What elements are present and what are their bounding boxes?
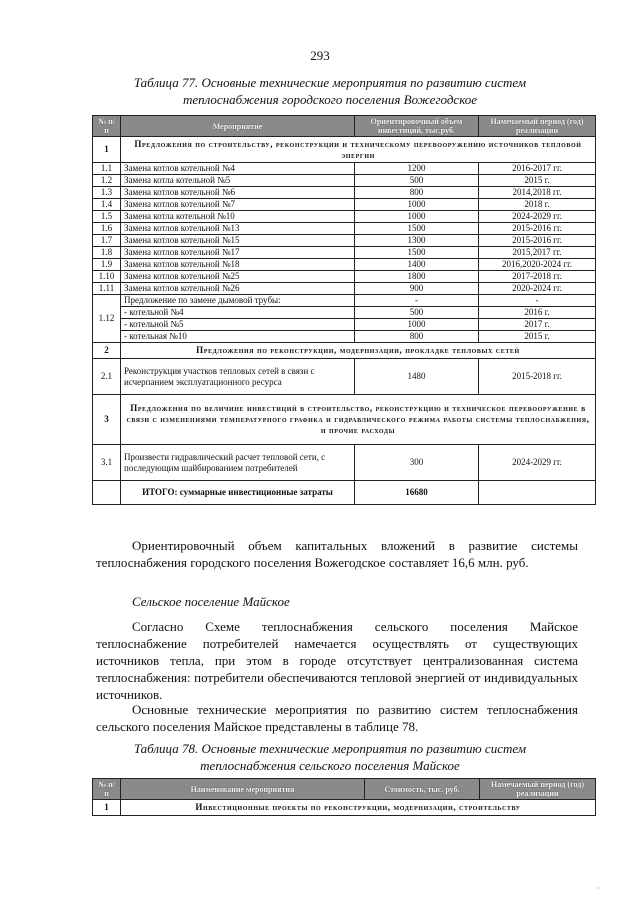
row-number: 1.6: [93, 223, 121, 235]
row-measure: Замена котлов котельной №25: [121, 271, 355, 283]
table78-header-measure: Наименование мероприятия: [121, 779, 365, 800]
row-number: 1.3: [93, 187, 121, 199]
table-row: [93, 175, 596, 187]
row-period: 2020-2024 гг.: [479, 283, 596, 295]
total-value: 16680: [355, 481, 479, 505]
row-cost: 1300: [355, 235, 479, 247]
row-number: 1.8: [93, 247, 121, 259]
subheading-maiskoe: Сельское поселение Майское: [132, 594, 290, 609]
section-title: Предложения по величине инвестиций в строительство, реконструкцию и техническое перевооружение в связи с изменениями температурного графика и гидравлического режима работы системы теплоснабжения, и прочие расходы: [121, 395, 596, 445]
table77-section-1: [93, 137, 596, 163]
row-measure: Замена котлов котельной №15: [121, 235, 355, 247]
table77-section-3: [93, 395, 596, 445]
row-measure: Замена котлов котельной №26: [121, 283, 355, 295]
row-cost: 800: [355, 187, 479, 199]
row-cost: 1800: [355, 271, 479, 283]
table77-total-row: [93, 481, 596, 505]
row-measure: - котельной №4: [121, 307, 355, 319]
section-number: 3: [93, 395, 121, 445]
row-measure: Замена котла котельной №5: [121, 175, 355, 187]
row-period: -: [479, 295, 596, 307]
table77: [92, 115, 596, 505]
table-row: [93, 199, 596, 211]
row-number: 1.7: [93, 235, 121, 247]
row-measure: Замена котлов котельной №18: [121, 259, 355, 271]
row-number: 3.1: [93, 445, 121, 481]
row-cost: 1000: [355, 199, 479, 211]
section-title: Предложения по строительству, реконструкции и техническому перевооружению источников тепловой энергии: [121, 137, 596, 163]
total-empty-cell: [93, 481, 121, 505]
row-measure: Замена котлов котельной №6: [121, 187, 355, 199]
section-number: 1: [93, 800, 121, 816]
row-measure: Замена котла котельной №10: [121, 211, 355, 223]
row-cost: 500: [355, 307, 479, 319]
page-number: 293: [310, 48, 330, 63]
table77-header-num: № п/п: [93, 116, 121, 137]
row-cost: 900: [355, 283, 479, 295]
table78-caption: [90, 740, 570, 774]
row-number: 1.2: [93, 175, 121, 187]
table-row: [93, 223, 596, 235]
row-number: 2.1: [93, 359, 121, 395]
table77-header-measure: Мероприятие: [121, 116, 355, 137]
table77-caption-line1: Таблица 77. Основные технические мероприятия по развитию систем: [133, 75, 527, 90]
table-row: [93, 295, 596, 307]
row-cost: 1500: [355, 247, 479, 259]
row-number: 1.4: [93, 199, 121, 211]
paragraph-capital-investment: Ориентировочный объем капитальных вложений в развитие системы теплоснабжения городского поселения Вожегодское составляет 16,6 млн. руб.: [96, 538, 578, 570]
row-number: 1.9: [93, 259, 121, 271]
section-number: 2: [93, 343, 121, 359]
table-row: [93, 283, 596, 295]
table77-caption-line2: теплоснабжения городского поселения Вожегодское: [182, 92, 478, 107]
row-cost: 1000: [355, 211, 479, 223]
table78-section-1: [93, 800, 596, 816]
table77-header-period: Намечаемый период (год) реализации: [479, 116, 596, 137]
table78-caption-line1: Таблица 78. Основные технические мероприятия по развитию систем: [133, 741, 527, 756]
table77-header-cost: Ориентировочный объем инвестиций, тыс.руб.: [355, 116, 479, 137]
total-empty-cell: [479, 481, 596, 505]
table78-caption-line2: теплоснабжения сельского поселения Майское: [200, 758, 460, 773]
table-row: [93, 187, 596, 199]
row-measure: Замена котлов котельной №17: [121, 247, 355, 259]
row-period: 2017 г.: [479, 319, 596, 331]
row-cost: 1200: [355, 163, 479, 175]
table78: [92, 778, 596, 816]
row-period: 2014,2018 гг.: [479, 187, 596, 199]
row-cost: 300: [355, 445, 479, 481]
row-period: 2018 г.: [479, 199, 596, 211]
row-period: 2024-2029 гг.: [479, 445, 596, 481]
row-measure: - котельная №10: [121, 331, 355, 343]
row-period: 2015 г.: [479, 331, 596, 343]
paragraph-heat-supply-scheme: Согласно Схеме теплоснабжения сельского поселения Майское теплоснабжение потребителей намечается осуществлять от существующих источников тепла, при этом в городе отсутствует централизованная система теплоснабжения: потребители обеспечиваются тепловой энергией от индивидуальных источников.: [96, 619, 578, 702]
row-number: 1.11: [93, 283, 121, 295]
table-row: [93, 445, 596, 481]
row-cost: 500: [355, 175, 479, 187]
table-row: [93, 211, 596, 223]
row-measure: Реконструкция участков тепловых сетей в связи с исчерпанием эксплуатационного ресурса: [121, 359, 355, 395]
table78-header-row: [93, 779, 596, 800]
table-row: [93, 319, 596, 331]
section-title: Инвестиционные проекты по реконструкции, модернизации, строительству: [121, 800, 596, 816]
row-period: 2017-2018 гг.: [479, 271, 596, 283]
table-row: [93, 331, 596, 343]
table-row: [93, 271, 596, 283]
section-title: Предложения по реконструкции, модернизации, прокладке тепловых сетей: [121, 343, 596, 359]
row-measure: Замена котлов котельной №7: [121, 199, 355, 211]
row-period: 2016,2020-2024 гг.: [479, 259, 596, 271]
total-label: ИТОГО: суммарные инвестиционные затраты: [121, 481, 355, 505]
row-period: 2015,2017 гг.: [479, 247, 596, 259]
row-number: 1.10: [93, 271, 121, 283]
row-period: 2015-2016 гг.: [479, 235, 596, 247]
scan-mark: ·: [597, 884, 600, 893]
row-number: 1.12: [93, 295, 121, 343]
table-row: [93, 235, 596, 247]
row-period: 2015-2018 гг.: [479, 359, 596, 395]
row-measure: Произвести гидравлический расчет тепловой сети, с последующим шайбированием потребителей: [121, 445, 355, 481]
row-period: 2016 г.: [479, 307, 596, 319]
table77-caption: [90, 74, 570, 108]
table-row: [93, 307, 596, 319]
row-cost: 800: [355, 331, 479, 343]
row-cost: 1480: [355, 359, 479, 395]
table78-header-num: № п/п: [93, 779, 121, 800]
row-period: 2015 г.: [479, 175, 596, 187]
table77-section-2: [93, 343, 596, 359]
row-number: 1.1: [93, 163, 121, 175]
row-cost: -: [355, 295, 479, 307]
table-row: [93, 259, 596, 271]
row-measure: Замена котлов котельной №4: [121, 163, 355, 175]
row-cost: 1500: [355, 223, 479, 235]
table-row: [93, 247, 596, 259]
row-period: 2015-2016 гг.: [479, 223, 596, 235]
table78-header-cost: Стоимость, тыс. руб.: [365, 779, 480, 800]
row-measure: Замена котлов котельной №13: [121, 223, 355, 235]
table-row: [93, 359, 596, 395]
table-row: [93, 163, 596, 175]
row-number: 1.5: [93, 211, 121, 223]
row-cost: 1000: [355, 319, 479, 331]
paragraph-table78-reference: Основные технические мероприятия по развитию систем теплоснабжения сельского поселения Майское представлены в таблице 78.: [96, 702, 578, 734]
row-cost: 1400: [355, 259, 479, 271]
section-number: 1: [93, 137, 121, 163]
table78-header-period: Намечаемый период (год) реализации: [480, 779, 596, 800]
row-period: 2024-2029 гг.: [479, 211, 596, 223]
row-measure: Предложение по замене дымовой трубы:: [121, 295, 355, 307]
row-period: 2016-2017 гг.: [479, 163, 596, 175]
row-measure: - котельной №5: [121, 319, 355, 331]
table77-header-row: [93, 116, 596, 137]
